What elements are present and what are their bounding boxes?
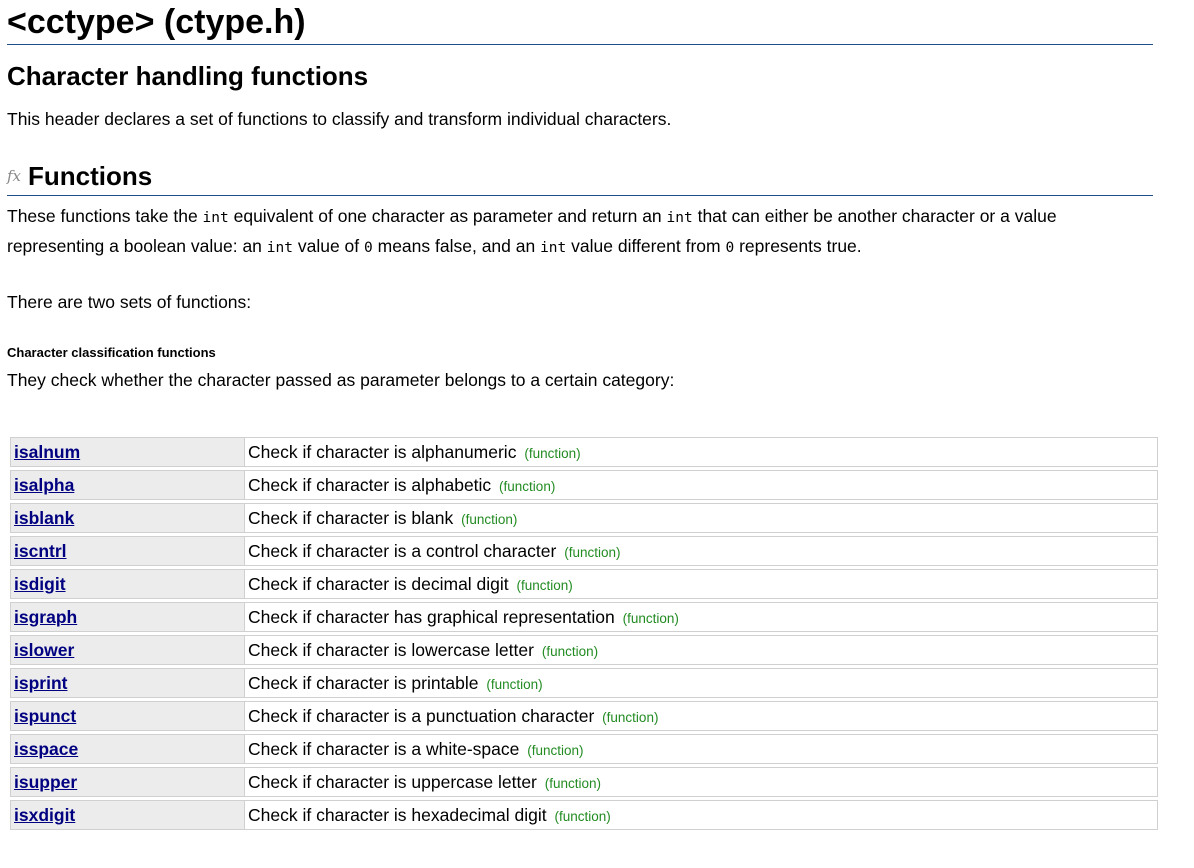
function-description: Check if character is a white-space xyxy=(248,738,520,759)
function-kind-label: (function) xyxy=(564,544,621,560)
function-description-cell xyxy=(244,668,1158,698)
table-row xyxy=(10,602,1158,632)
function-kind-label: (function) xyxy=(554,808,611,824)
function-description-cell xyxy=(244,701,1158,731)
function-name-cell xyxy=(10,503,244,533)
table-row xyxy=(10,536,1158,566)
function-description-cell xyxy=(244,635,1158,665)
classification-heading: Character classification functions xyxy=(7,345,216,360)
function-kind-label: (function) xyxy=(499,478,556,494)
function-description: Check if character is a punctuation character xyxy=(248,705,595,726)
function-link-isalnum[interactable]: isalnum xyxy=(14,441,81,462)
function-name-cell xyxy=(10,767,244,797)
function-name-cell xyxy=(10,701,244,731)
code-int: int xyxy=(540,240,567,256)
function-description: Check if character is alphanumeric xyxy=(248,441,517,462)
function-link-iscntrl[interactable]: iscntrl xyxy=(14,540,67,561)
table-row xyxy=(10,437,1158,467)
function-name-cell xyxy=(10,602,244,632)
function-kind-label: (function) xyxy=(486,676,543,692)
function-kind-label: (function) xyxy=(602,709,659,725)
code-int: int xyxy=(202,210,229,226)
table-row xyxy=(10,635,1158,665)
fx-icon: fx xyxy=(7,167,22,185)
function-link-isprint[interactable]: isprint xyxy=(14,672,68,693)
function-description: Check if character is printable xyxy=(248,672,479,693)
function-description-cell xyxy=(244,503,1158,533)
code-int: int xyxy=(266,240,293,256)
table-row xyxy=(10,734,1158,764)
function-link-isxdigit[interactable]: isxdigit xyxy=(14,804,76,825)
page-title: <cctype> (ctype.h) xyxy=(7,0,1153,45)
function-name-cell xyxy=(10,635,244,665)
functions-heading: Functions xyxy=(28,161,153,191)
function-link-isgraph[interactable]: isgraph xyxy=(14,606,78,627)
function-kind-label: (function) xyxy=(461,511,518,527)
function-name-cell xyxy=(10,536,244,566)
table-row xyxy=(10,701,1158,731)
function-link-isupper[interactable]: isupper xyxy=(14,771,78,792)
function-link-islower[interactable]: islower xyxy=(14,639,75,660)
function-link-isalpha[interactable]: isalpha xyxy=(14,474,75,495)
sets-text: There are two sets of functions: xyxy=(7,292,252,312)
function-kind-label: (function) xyxy=(544,775,602,791)
function-link-isspace[interactable]: isspace xyxy=(14,738,79,759)
function-name-cell xyxy=(10,668,244,698)
table-row xyxy=(10,668,1158,698)
function-name-cell xyxy=(10,569,244,599)
function-kind-label: (function) xyxy=(524,445,581,461)
function-kind-label: (function) xyxy=(541,643,599,659)
table-row xyxy=(10,503,1158,533)
function-name-cell xyxy=(10,800,244,830)
function-description-cell xyxy=(244,569,1158,599)
function-description-cell xyxy=(244,470,1158,500)
page-content xyxy=(7,0,1153,394)
function-name-cell xyxy=(10,734,244,764)
intro-text: This header declares a set of functions to classify and transform individual characters. xyxy=(7,109,672,129)
function-name-cell xyxy=(10,437,244,467)
function-description-cell xyxy=(244,602,1158,632)
function-link-isdigit[interactable]: isdigit xyxy=(14,573,66,594)
code-int: int xyxy=(666,210,693,226)
function-name-cell xyxy=(10,470,244,500)
function-description-cell xyxy=(244,536,1158,566)
code-zero: 0 xyxy=(725,240,735,256)
function-description: Check if character is decimal digit xyxy=(248,573,509,594)
functions-description: These functions take the int equivalent of one character as parameter and return an int that can either be another character or a value representing a boolean value: an int value of 0 means false, and an int value different from 0 represents true. xyxy=(7,206,1057,256)
function-kind-label: (function) xyxy=(622,610,679,626)
function-description: Check if character is a control character xyxy=(248,540,557,561)
function-link-isblank[interactable]: isblank xyxy=(14,507,75,528)
table-row xyxy=(10,569,1158,599)
function-description-cell xyxy=(244,437,1158,467)
table-row xyxy=(10,470,1158,500)
function-kind-label: (function) xyxy=(527,742,584,758)
function-kind-label: (function) xyxy=(516,577,573,593)
function-description-cell xyxy=(244,800,1158,830)
function-description: Check if character is uppercase letter xyxy=(248,771,537,792)
table-row xyxy=(10,800,1158,830)
function-description: Check if character is hexadecimal digit xyxy=(248,804,547,825)
table-row xyxy=(10,767,1158,797)
function-description: Check if character is blank xyxy=(248,507,454,528)
functions-section-header xyxy=(7,161,1153,196)
function-description: Check if character is alphabetic xyxy=(248,474,492,495)
function-description-cell xyxy=(244,734,1158,764)
code-zero: 0 xyxy=(364,240,373,256)
function-description: Check if character has graphical representation xyxy=(248,606,615,627)
function-link-ispunct[interactable]: ispunct xyxy=(14,705,77,726)
function-table xyxy=(10,434,1158,833)
classification-description: They check whether the character passed as parameter belongs to a certain category: xyxy=(7,370,675,390)
function-description-cell xyxy=(244,767,1158,797)
page-subtitle: Character handling functions xyxy=(7,61,369,91)
function-description: Check if character is lowercase letter xyxy=(248,639,534,660)
